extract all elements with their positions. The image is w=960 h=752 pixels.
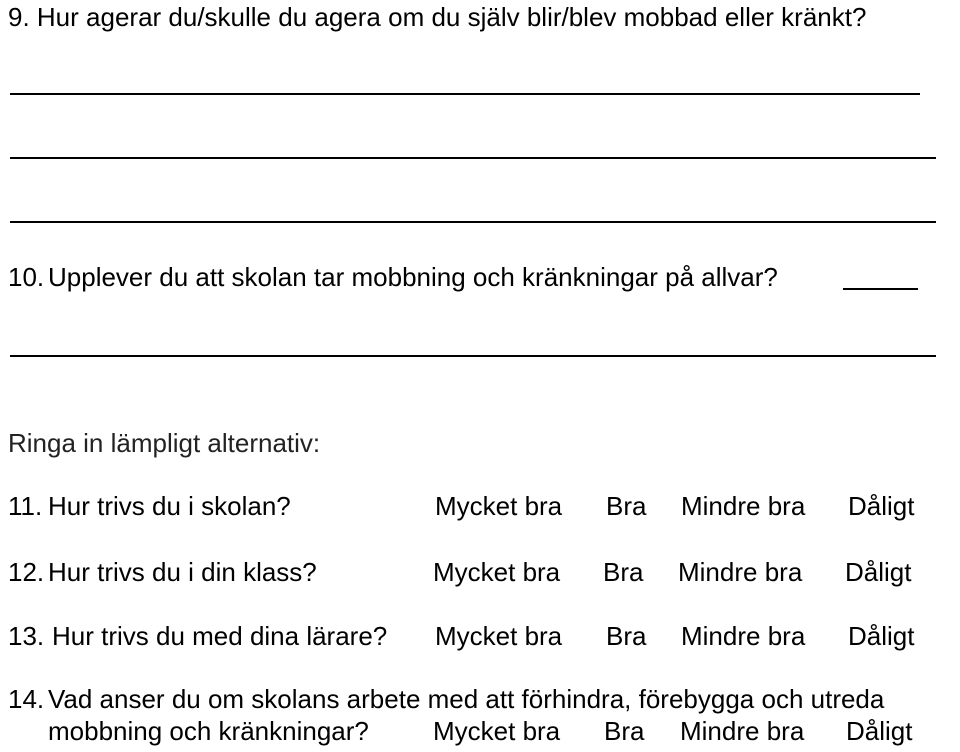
question-10-number: 10.: [8, 262, 45, 292]
answer-line-q10-inline[interactable]: [843, 288, 918, 290]
q13-option-mindre-bra[interactable]: Mindre bra: [681, 621, 806, 651]
q11-option-bra[interactable]: Bra: [606, 491, 647, 521]
q12-option-bra[interactable]: Bra: [603, 557, 644, 587]
q11-option-mycket-bra[interactable]: Mycket bra: [435, 491, 563, 521]
question-11-number: 11.: [8, 491, 43, 521]
question-12-number: 12.: [8, 557, 45, 587]
question-10-text: Upplever du att skolan tar mobbning och kränkningar på allvar?: [48, 262, 778, 292]
q12-option-daligt[interactable]: Dåligt: [845, 557, 912, 587]
instruction-text: Ringa in lämpligt alternativ:: [8, 428, 321, 458]
q13-option-bra[interactable]: Bra: [606, 621, 647, 651]
answer-line-q9-2[interactable]: [10, 157, 936, 159]
answer-line-q9-3[interactable]: [10, 221, 936, 223]
q11-option-mindre-bra[interactable]: Mindre bra: [681, 491, 806, 521]
q14-option-mindre-bra[interactable]: Mindre bra: [680, 716, 805, 746]
q11-option-daligt[interactable]: Dåligt: [848, 491, 915, 521]
question-14-line1: Vad anser du om skolans arbete med att förhindra, förebygga och utreda: [48, 684, 885, 714]
q14-option-bra[interactable]: Bra: [604, 716, 645, 746]
question-9: 9. Hur agerar du/skulle du agera om du själv blir/blev mobbad eller kränkt?: [8, 2, 867, 32]
q13-option-daligt[interactable]: Dåligt: [848, 621, 915, 651]
question-13-text: Hur trivs du med dina lärare?: [52, 621, 388, 651]
q14-option-daligt[interactable]: Dåligt: [846, 716, 913, 746]
q13-option-mycket-bra[interactable]: Mycket bra: [435, 621, 563, 651]
question-13-number: 13.: [8, 621, 45, 651]
question-11-text: Hur trivs du i skolan?: [48, 491, 291, 521]
q12-option-mycket-bra[interactable]: Mycket bra: [433, 557, 561, 587]
question-14-line2: mobbning och kränkningar?: [48, 716, 369, 746]
question-12-text: Hur trivs du i din klass?: [48, 557, 317, 587]
answer-line-q10-2[interactable]: [10, 355, 936, 357]
q12-option-mindre-bra[interactable]: Mindre bra: [678, 557, 803, 587]
question-14-number: 14.: [8, 684, 45, 714]
q14-option-mycket-bra[interactable]: Mycket bra: [433, 716, 561, 746]
answer-line-q9-1[interactable]: [10, 93, 920, 95]
